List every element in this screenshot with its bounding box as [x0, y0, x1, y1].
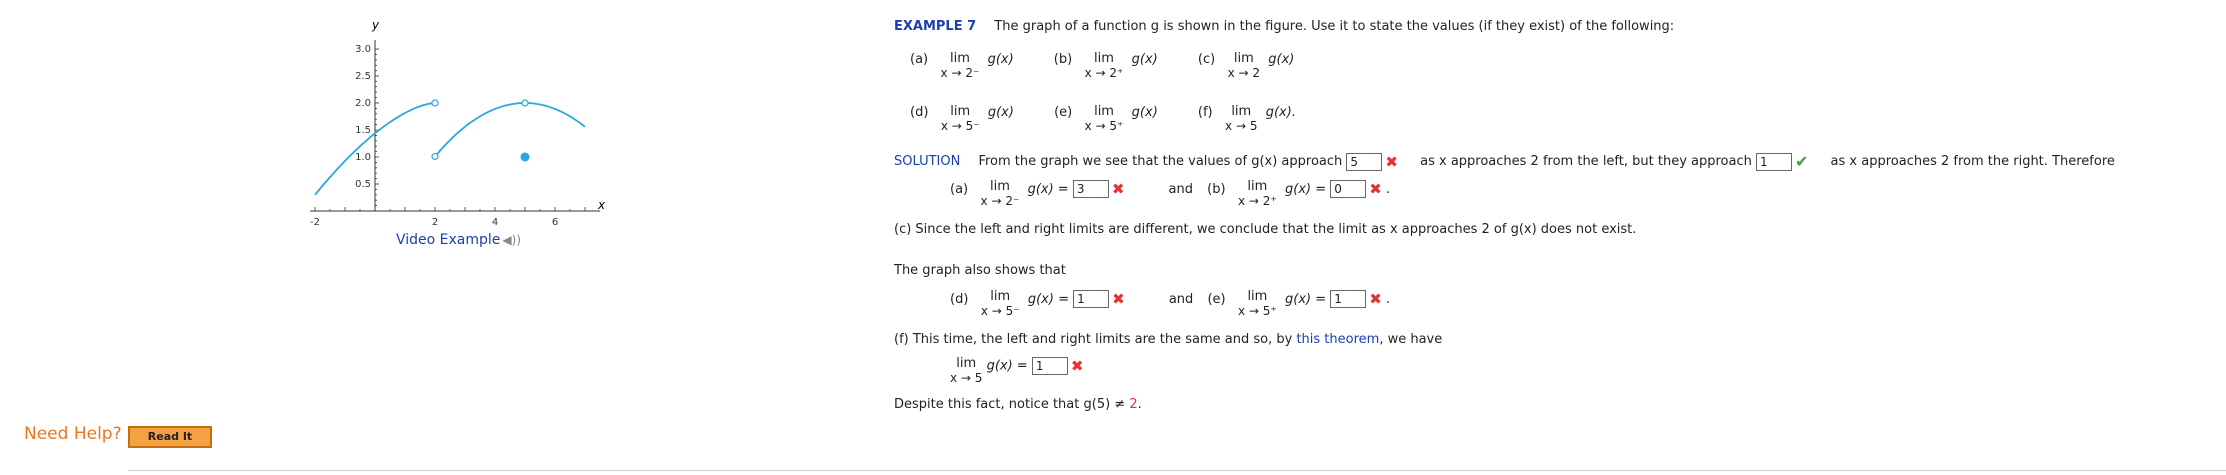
solution-line: SOLUTION From the graph we see that the values of g(x) approach 5 ✖ as x approaches 2 from the left, but they approach 1 ✔ as x approaches 2 from the right. Therefore: [894, 152, 2115, 171]
x-tick-label: 6: [551, 217, 559, 228]
open-point-2-2: [432, 100, 438, 106]
part-b: (b) lim x → 2⁺ g(x): [1053, 51, 1158, 80]
open-point-2-1: [432, 153, 438, 159]
answer-left-limit-2[interactable]: 5: [1346, 153, 1382, 171]
incorrect-icon: ✖: [1369, 290, 1382, 308]
speaker-icon: ◀︎)): [502, 233, 522, 247]
x-tick-label: -2: [310, 217, 320, 228]
function-graph: [300, 15, 620, 235]
part-a: (a) lim x → 2⁻ g(x): [910, 51, 1014, 80]
filled-point-5-1: [521, 153, 530, 162]
answer-a-input[interactable]: 3: [1073, 180, 1109, 198]
part-c: (c) lim x → 2 g(x): [1197, 51, 1295, 80]
answer-d-input[interactable]: 1: [1073, 290, 1109, 308]
open-point-5-2: [522, 100, 528, 106]
y-tick-label: 2.5: [355, 71, 371, 82]
x-tick-label: 2: [431, 217, 439, 228]
part-e: (e) lim x → 5⁺ g(x): [1054, 104, 1158, 133]
y-tick-label: 0.5: [355, 179, 371, 190]
part-f: (f) lim x → 5 g(x).: [1197, 104, 1296, 133]
incorrect-icon: ✖: [1111, 180, 1125, 198]
example-title: EXAMPLE 7: [894, 19, 977, 34]
solution-label: SOLUTION: [894, 154, 961, 169]
incorrect-icon: ✖: [1070, 357, 1084, 375]
need-help-label: Need Help?: [24, 424, 122, 444]
answer-f-row: lim x → 5 g(x) = 1 ✖: [950, 356, 1084, 385]
incorrect-icon: ✖: [1385, 152, 1398, 171]
part-c-explanation: (c) Since the left and right limits are different, we conclude that the limit as x approaches 2 of g(x) does not exist.: [894, 222, 1637, 237]
example-intro: The graph of a function g is shown in the figure. Use it to state the values (if they exist) of the following:: [994, 19, 1675, 34]
y-tick-label: 2.0: [355, 98, 371, 109]
theorem-link[interactable]: this theorem: [1296, 332, 1380, 347]
y-tick-label: 3.0: [355, 44, 371, 55]
despite-text: Despite this fact, notice that g(5) ≠ 2.: [894, 397, 1142, 412]
also-shows-text: The graph also shows that: [894, 263, 1066, 278]
y-tick-label: 1.0: [355, 152, 371, 163]
answer-d-row: (d) lim x → 5⁻ g(x) = 1 ✖: [950, 289, 1125, 318]
example-heading: [894, 19, 1674, 34]
correct-icon: ✔: [1795, 152, 1809, 171]
answer-a-row: (a) lim x → 2⁻ g(x) = 3 ✖: [950, 179, 1125, 208]
answer-e-input[interactable]: 1: [1330, 290, 1366, 308]
g5-value: 2: [1129, 397, 1138, 412]
parts-row-1: [910, 52, 1294, 80]
right-curve: [435, 103, 585, 157]
video-example-link[interactable]: [396, 232, 521, 248]
x-axis-label: x: [598, 198, 606, 212]
graph-axes: [310, 40, 600, 211]
divider: [128, 470, 2226, 471]
incorrect-icon: ✖: [1369, 180, 1382, 198]
answer-f-input[interactable]: 1: [1032, 357, 1068, 375]
part-d: (d) lim x → 5⁻ g(x): [910, 104, 1014, 133]
part-f-explanation: (f) This time, the left and right limits are the same and so, by this theorem, we have: [894, 332, 1443, 347]
answer-b-input[interactable]: 0: [1330, 180, 1366, 198]
answer-b-row: (b) lim x → 2⁺ g(x) = 0 ✖ .: [1207, 179, 1391, 208]
y-tick-label: 1.5: [355, 125, 371, 136]
answer-right-limit-2[interactable]: 1: [1756, 153, 1792, 171]
parts-row-2: [910, 105, 1296, 133]
answers-a-b: (a) lim x → 2⁻ g(x) = 3 ✖ and (b) lim x → 2⁺ g(x) = 0 ✖ .: [950, 179, 1391, 208]
x-tick-label: 4: [491, 217, 499, 228]
y-axis-label: y: [372, 18, 380, 32]
video-example-label: Video Example: [396, 232, 501, 248]
read-it-button[interactable]: Read It: [128, 426, 212, 448]
incorrect-icon: ✖: [1112, 290, 1125, 308]
answers-d-e: (d) lim x → 5⁻ g(x) = 1 ✖ and (e) lim x → 5⁺ g(x) = 1 ✖ .: [950, 289, 1391, 318]
answer-e-row: (e) lim x → 5⁺ g(x) = 1 ✖ .: [1207, 289, 1391, 318]
